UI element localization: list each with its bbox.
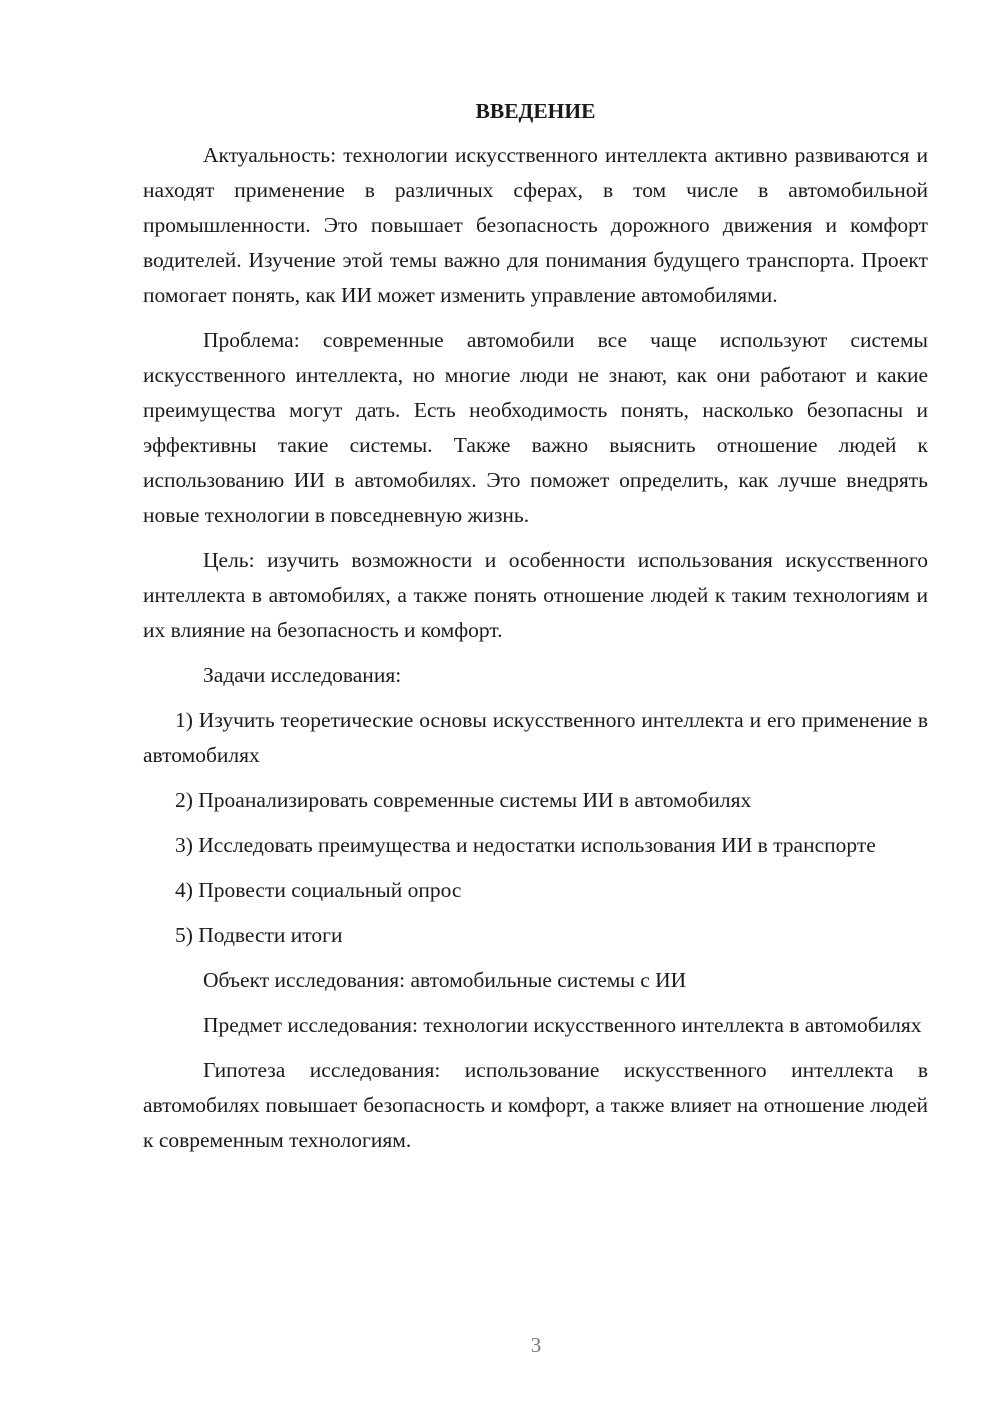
relevance-paragraph: Актуальность: технологии искусственного интеллекта активно развиваются и находят применение в различных сферах, в том числе в автомобильной промышленности. Это повышает безопасность дорожного движения и комфорт водителей. Изучение этой темы важно для понимания будущего транспорта. Проект помогает понять, как ИИ может изменить управление автомобилями. [143,143,928,307]
task-item: 2) Проанализировать современные системы ИИ в автомобилях [175,788,752,812]
hypothesis-paragraph: Гипотеза исследования: использование искусственного интеллекта в автомобилях повышает безопасность и комфорт, а также влияет на отношение людей к современным технологиям. [143,1058,928,1152]
goal-paragraph: Цель: изучить возможности и особенности использования искусственного интеллекта в автомобилях, а также понять отношение людей к таким технологиям и их влияние на безопасность и комфорт. [143,548,928,642]
document-page [143,94,928,1158]
research-object-paragraph: Объект исследования: автомобильные системы с ИИ [203,968,687,992]
research-subject-paragraph: Предмет исследования: технологии искусственного интеллекта в автомобилях [203,1013,922,1037]
task-item: 5) Подвести итоги [175,923,343,947]
problem-paragraph: Проблема: современные автомобили все чаще используют системы искусственного интеллекта, но многие люди не знают, как они работают и какие преимущества могут дать. Есть необходимость понять, насколько безопасны и эффективны такие системы. Также важно выяснить отношение людей к использованию ИИ в автомобилях. Это поможет определить, как лучше внедрять новые технологии в повседневную жизнь. [143,328,928,527]
section-title: ВВЕДЕНИЕ [475,99,596,123]
task-item: 3) Исследовать преимущества и недостатки использования ИИ в транспорте [175,833,876,857]
task-item: 1) Изучить теоретические основы искусственного интеллекта и его применение в автомобилях [143,708,928,767]
page-number: 3 [530,1333,542,1357]
tasks-heading: Задачи исследования: [203,663,402,687]
task-item: 4) Провести социальный опрос [175,878,462,902]
